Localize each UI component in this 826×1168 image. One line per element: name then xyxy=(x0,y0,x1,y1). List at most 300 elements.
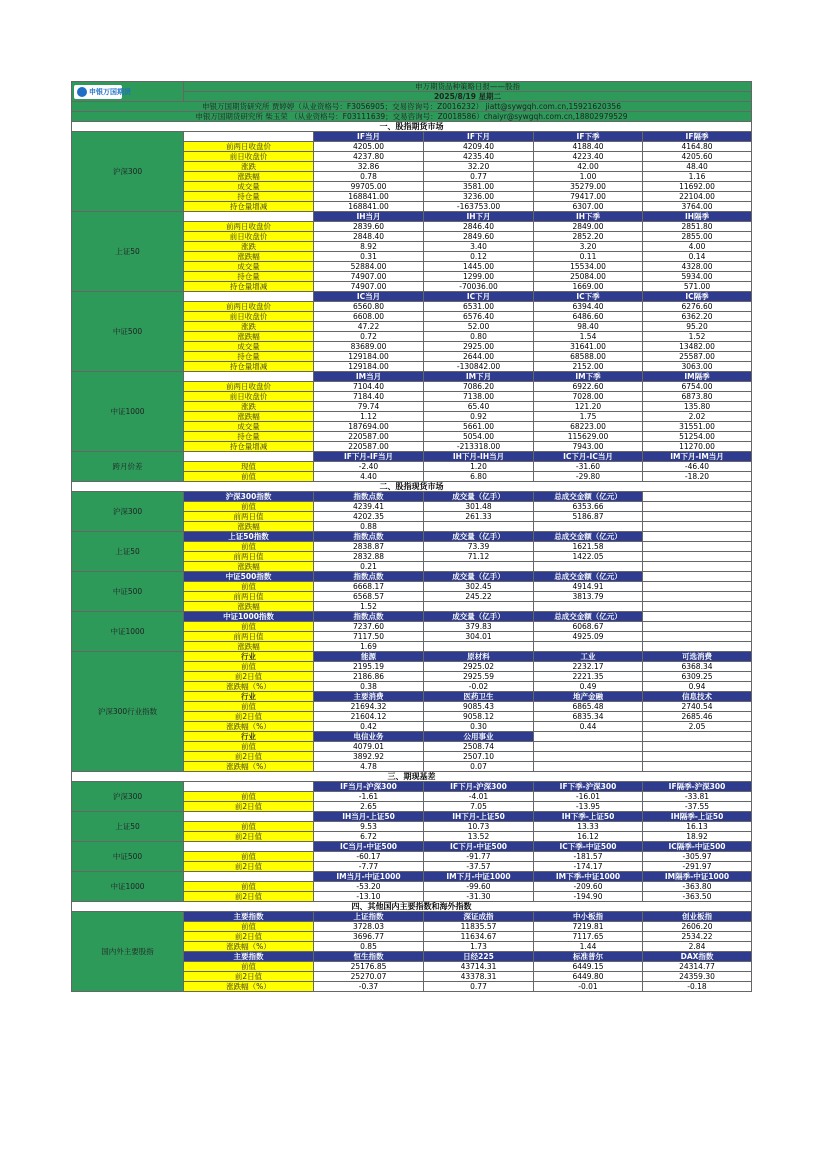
data-cell: -0.37 xyxy=(314,982,424,992)
data-cell: 7943.00 xyxy=(534,442,643,452)
column-header xyxy=(643,492,752,502)
data-cell: 2846.40 xyxy=(424,222,534,232)
basis-group-name: 沪深300 xyxy=(72,782,184,812)
row-label: 前值 xyxy=(184,922,314,932)
column-header: IF隔季 xyxy=(643,132,752,142)
data-cell: 6835.34 xyxy=(534,712,643,722)
data-cell: -60.17 xyxy=(314,852,424,862)
data-cell: 0.85 xyxy=(314,942,424,952)
data-cell: 301.48 xyxy=(424,502,534,512)
column-header: 电信业务 xyxy=(314,732,424,742)
row-label: 涨跌幅（%） xyxy=(184,722,314,732)
data-cell: 0.49 xyxy=(534,682,643,692)
data-cell xyxy=(643,542,752,552)
blank-cell xyxy=(184,872,314,882)
column-header: 医药卫生 xyxy=(424,692,534,702)
data-cell: 5186.87 xyxy=(534,512,643,522)
data-cell: 8.92 xyxy=(314,242,424,252)
futures-group-name: 沪深300 xyxy=(72,132,184,212)
data-cell: -18.20 xyxy=(643,472,752,482)
column-header: 原材料 xyxy=(424,652,534,662)
data-cell: 1.75 xyxy=(534,412,643,422)
data-cell: -13.95 xyxy=(534,802,643,812)
column-header xyxy=(643,612,752,622)
data-cell: 2839.60 xyxy=(314,222,424,232)
column-header: 上证指数 xyxy=(314,912,424,922)
data-cell: 2832.88 xyxy=(314,552,424,562)
row-label: 涨跌 xyxy=(184,162,314,172)
basis-group-name: 中证500 xyxy=(72,842,184,872)
row-label: 成交量 xyxy=(184,342,314,352)
data-cell: 1.73 xyxy=(424,942,534,952)
data-cell: 2925.00 xyxy=(424,342,534,352)
spot-group-name: 中证1000 xyxy=(72,612,184,652)
data-cell: 32.86 xyxy=(314,162,424,172)
data-cell: 4164.80 xyxy=(643,142,752,152)
column-header: 中证500指数 xyxy=(184,572,314,582)
data-cell: 1299.00 xyxy=(424,272,534,282)
data-cell: 0.44 xyxy=(534,722,643,732)
column-header: IM下季 xyxy=(534,372,643,382)
data-cell: 2852.20 xyxy=(534,232,643,242)
column-header: 工业 xyxy=(534,652,643,662)
blank-cell xyxy=(184,132,314,142)
data-cell: -31.60 xyxy=(534,462,643,472)
data-cell: 6394.40 xyxy=(534,302,643,312)
data-cell: 25270.07 xyxy=(314,972,424,982)
data-cell: 0.38 xyxy=(314,682,424,692)
strategy-report-sheet xyxy=(71,81,751,992)
column-header xyxy=(534,732,643,742)
data-cell: -53.20 xyxy=(314,882,424,892)
data-cell: 11634.67 xyxy=(424,932,534,942)
data-cell: 68588.00 xyxy=(534,352,643,362)
basis-header-row xyxy=(72,842,752,852)
data-cell: -33.81 xyxy=(643,792,752,802)
data-cell: 2685.46 xyxy=(643,712,752,722)
column-header: 中证1000指数 xyxy=(184,612,314,622)
data-cell: 5054.00 xyxy=(424,432,534,442)
data-cell: 52.00 xyxy=(424,322,534,332)
basis-group-name: 上证50 xyxy=(72,812,184,842)
data-cell: -291.97 xyxy=(643,862,752,872)
data-cell: 187694.00 xyxy=(314,422,424,432)
data-cell: 129184.00 xyxy=(314,352,424,362)
data-cell: 43714.31 xyxy=(424,962,534,972)
row-label: 前2日值 xyxy=(184,712,314,722)
data-cell: 6309.25 xyxy=(643,672,752,682)
data-cell: 35279.00 xyxy=(534,182,643,192)
data-cell xyxy=(424,522,534,532)
index-header-row xyxy=(72,912,752,922)
report-title: 申万期货品种策略日报——股指 xyxy=(184,82,752,92)
column-header: IM隔季-中证1000 xyxy=(643,872,752,882)
analyst-2: 申银万国期货研究所 柴玉荣 （从业资格号：F03111639；交易咨询号：Z0018586）chaiyr@sywgqh.com.cn,18802979529 xyxy=(72,112,752,122)
row-label: 前2日值 xyxy=(184,672,314,682)
data-cell xyxy=(534,752,643,762)
column-header: 总成交金额（亿元） xyxy=(534,492,643,502)
data-cell xyxy=(643,752,752,762)
column-header: 成交量（亿手） xyxy=(424,492,534,502)
data-cell: 1.12 xyxy=(314,412,424,422)
row-label: 涨跌幅（%） xyxy=(184,982,314,992)
data-cell: 47.22 xyxy=(314,322,424,332)
column-header: IH下季 xyxy=(534,212,643,222)
column-header: IM下月-中证1000 xyxy=(424,872,534,882)
data-cell xyxy=(534,602,643,612)
data-cell xyxy=(424,562,534,572)
row-label: 前值 xyxy=(184,962,314,972)
data-cell xyxy=(534,562,643,572)
data-cell: 2855.00 xyxy=(643,232,752,242)
spot-group-name: 上证50 xyxy=(72,532,184,572)
blank-cell xyxy=(184,812,314,822)
futures-group-name: 中证1000 xyxy=(72,372,184,452)
spot-group-name: 沪深300 xyxy=(72,492,184,532)
data-cell: 83689.00 xyxy=(314,342,424,352)
data-cell: 4.40 xyxy=(314,472,424,482)
column-header: IM当月-中证1000 xyxy=(314,872,424,882)
data-cell: -0.18 xyxy=(643,982,752,992)
data-cell: 13482.00 xyxy=(643,342,752,352)
data-cell: 5661.00 xyxy=(424,422,534,432)
data-cell: 7117.50 xyxy=(314,632,424,642)
data-cell: 4239.41 xyxy=(314,502,424,512)
data-cell: 25084.00 xyxy=(534,272,643,282)
data-cell: -37.57 xyxy=(424,862,534,872)
row-label: 成交量 xyxy=(184,262,314,272)
column-header: IM下月-IM当月 xyxy=(643,452,752,462)
section-2-header xyxy=(72,482,752,492)
basis-group-name: 中证1000 xyxy=(72,872,184,902)
basis-header-row xyxy=(72,782,752,792)
data-cell: 2644.00 xyxy=(424,352,534,362)
data-cell: 73.39 xyxy=(424,542,534,552)
data-cell xyxy=(643,642,752,652)
row-label: 前两日值 xyxy=(184,512,314,522)
row-label: 前两日值 xyxy=(184,592,314,602)
data-cell: 302.45 xyxy=(424,582,534,592)
data-cell: -194.90 xyxy=(534,892,643,902)
data-cell: -46.40 xyxy=(643,462,752,472)
data-cell: 2221.35 xyxy=(534,672,643,682)
column-header: IF下季 xyxy=(534,132,643,142)
report-body xyxy=(72,82,752,992)
data-cell: -29.80 xyxy=(534,472,643,482)
data-cell: 245.22 xyxy=(424,592,534,602)
data-cell: 4188.40 xyxy=(534,142,643,152)
data-cell: 1.52 xyxy=(643,332,752,342)
data-cell: 3063.00 xyxy=(643,362,752,372)
column-header: 地产金融 xyxy=(534,692,643,702)
row-label: 持仓量增减 xyxy=(184,362,314,372)
row-label: 前值 xyxy=(184,742,314,752)
data-cell xyxy=(643,562,752,572)
data-cell: 2848.40 xyxy=(314,232,424,242)
row-label: 行业 xyxy=(184,652,314,662)
data-cell: 571.00 xyxy=(643,282,752,292)
futures-column-header-row xyxy=(72,372,752,382)
data-cell: 21604.12 xyxy=(314,712,424,722)
data-cell: 6486.60 xyxy=(534,312,643,322)
data-cell: 220587.00 xyxy=(314,442,424,452)
data-cell: 4.00 xyxy=(643,242,752,252)
data-cell: 0.92 xyxy=(424,412,534,422)
data-cell: 4079.01 xyxy=(314,742,424,752)
data-cell: 4223.40 xyxy=(534,152,643,162)
data-cell: 2534.22 xyxy=(643,932,752,942)
title-row xyxy=(72,82,752,92)
row-label: 前值 xyxy=(184,792,314,802)
data-cell: 6668.17 xyxy=(314,582,424,592)
row-label: 涨跌幅 xyxy=(184,642,314,652)
industry-header-row xyxy=(72,652,752,662)
column-header xyxy=(643,732,752,742)
data-cell: 0.77 xyxy=(424,982,534,992)
futures-group-name: 跨月价差 xyxy=(72,452,184,482)
data-cell: 2740.54 xyxy=(643,702,752,712)
row-label: 前值 xyxy=(184,472,314,482)
data-cell: 0.14 xyxy=(643,252,752,262)
data-cell: 304.01 xyxy=(424,632,534,642)
report-table xyxy=(71,81,752,992)
column-header: IC下季-中证500 xyxy=(534,842,643,852)
data-cell: -13.10 xyxy=(314,892,424,902)
section-title: 二、股指现货市场 xyxy=(72,482,752,492)
row-label: 涨跌 xyxy=(184,402,314,412)
data-cell xyxy=(643,502,752,512)
row-label: 前2日值 xyxy=(184,832,314,842)
column-header: 上证50指数 xyxy=(184,532,314,542)
data-cell: 1422.05 xyxy=(534,552,643,562)
data-cell: 6576.40 xyxy=(424,312,534,322)
data-cell: -363.50 xyxy=(643,892,752,902)
column-header: 深证成指 xyxy=(424,912,534,922)
row-label: 前值 xyxy=(184,852,314,862)
column-header: IM下月 xyxy=(424,372,534,382)
data-cell: 3581.00 xyxy=(424,182,534,192)
data-cell xyxy=(643,602,752,612)
column-header: IH下月-上证50 xyxy=(424,812,534,822)
data-cell: 79.74 xyxy=(314,402,424,412)
data-cell: 71.12 xyxy=(424,552,534,562)
data-cell: 7.05 xyxy=(424,802,534,812)
data-cell: 6608.00 xyxy=(314,312,424,322)
data-cell: 1.00 xyxy=(534,172,643,182)
row-label: 成交量 xyxy=(184,422,314,432)
data-cell: 24314.77 xyxy=(643,962,752,972)
data-cell: 25176.85 xyxy=(314,962,424,972)
data-cell: 6754.00 xyxy=(643,382,752,392)
data-cell: 4237.80 xyxy=(314,152,424,162)
data-cell: 0.07 xyxy=(424,762,534,772)
data-cell: 9058.12 xyxy=(424,712,534,722)
section-title: 一、股指期货市场 xyxy=(72,122,752,132)
data-cell: 15534.00 xyxy=(534,262,643,272)
data-cell: 4235.40 xyxy=(424,152,534,162)
column-header: 中小板指 xyxy=(534,912,643,922)
data-cell: -70036.00 xyxy=(424,282,534,292)
column-header: 指数点数 xyxy=(314,612,424,622)
column-header: 主要指数 xyxy=(184,912,314,922)
futures-column-header-row xyxy=(72,452,752,462)
overseas-group-name: 国内外主要股指 xyxy=(72,912,184,992)
column-header: 指数点数 xyxy=(314,532,424,542)
data-cell: 0.78 xyxy=(314,172,424,182)
data-cell: -99.60 xyxy=(424,882,534,892)
data-cell: -4.01 xyxy=(424,792,534,802)
data-cell: 2849.00 xyxy=(534,222,643,232)
data-cell: 2.65 xyxy=(314,802,424,812)
data-cell: 2195.19 xyxy=(314,662,424,672)
row-label: 前2日值 xyxy=(184,892,314,902)
data-cell xyxy=(643,522,752,532)
data-cell: -7.77 xyxy=(314,862,424,872)
row-label: 持仓量 xyxy=(184,352,314,362)
row-label: 前值 xyxy=(184,582,314,592)
data-cell: 6922.60 xyxy=(534,382,643,392)
row-label: 前值 xyxy=(184,502,314,512)
data-cell: 2606.20 xyxy=(643,922,752,932)
data-cell: 16.13 xyxy=(643,822,752,832)
data-cell: 6560.80 xyxy=(314,302,424,312)
data-cell xyxy=(643,582,752,592)
column-header: 指数点数 xyxy=(314,572,424,582)
blank-cell xyxy=(184,842,314,852)
data-cell: -174.17 xyxy=(534,862,643,872)
data-cell: 0.30 xyxy=(424,722,534,732)
column-header: IH当月 xyxy=(314,212,424,222)
data-cell: 4925.09 xyxy=(534,632,643,642)
data-cell: 11692.00 xyxy=(643,182,752,192)
data-cell: -37.55 xyxy=(643,802,752,812)
data-cell: 3.40 xyxy=(424,242,534,252)
data-cell: 2838.87 xyxy=(314,542,424,552)
column-header: 能源 xyxy=(314,652,424,662)
data-cell: -163753.00 xyxy=(424,202,534,212)
data-cell: -305.97 xyxy=(643,852,752,862)
column-header: 可选消费 xyxy=(643,652,752,662)
row-label: 涨跌幅 xyxy=(184,252,314,262)
column-header xyxy=(643,572,752,582)
logo-mark-icon xyxy=(77,87,87,97)
row-label: 成交量 xyxy=(184,182,314,192)
section-1-header xyxy=(72,122,752,132)
column-header: IF当月-沪深300 xyxy=(314,782,424,792)
data-cell: 4205.60 xyxy=(643,152,752,162)
data-cell: 52884.00 xyxy=(314,262,424,272)
data-cell: 1621.58 xyxy=(534,542,643,552)
data-cell: 99705.00 xyxy=(314,182,424,192)
data-cell: -209.60 xyxy=(534,882,643,892)
data-cell: 6362.20 xyxy=(643,312,752,322)
row-label: 涨跌幅 xyxy=(184,172,314,182)
row-label: 涨跌幅 xyxy=(184,332,314,342)
row-label: 前两日收盘价 xyxy=(184,142,314,152)
data-cell: 2.05 xyxy=(643,722,752,732)
spot-header-row xyxy=(72,612,752,622)
row-label: 前日收盘价 xyxy=(184,152,314,162)
data-cell: 7237.60 xyxy=(314,622,424,632)
column-header: IH隔季-上证50 xyxy=(643,812,752,822)
section-title: 三、期现基差 xyxy=(72,772,752,782)
basis-header-row xyxy=(72,812,752,822)
data-cell: 7138.00 xyxy=(424,392,534,402)
data-cell: 9.53 xyxy=(314,822,424,832)
column-header: IM隔季 xyxy=(643,372,752,382)
row-label: 行业 xyxy=(184,732,314,742)
data-cell: 22104.00 xyxy=(643,192,752,202)
data-cell: -0.01 xyxy=(534,982,643,992)
data-cell xyxy=(643,592,752,602)
logo-text: 申银万国期货 xyxy=(89,87,131,96)
column-header: IC当月 xyxy=(314,292,424,302)
data-cell: 2232.17 xyxy=(534,662,643,672)
column-header: 标准普尔 xyxy=(534,952,643,962)
analyst-row-1 xyxy=(72,102,752,112)
data-cell: 6.72 xyxy=(314,832,424,842)
data-cell: 3728.03 xyxy=(314,922,424,932)
data-cell: 0.94 xyxy=(643,682,752,692)
data-cell: 1.20 xyxy=(424,462,534,472)
row-label: 前2日值 xyxy=(184,862,314,872)
data-cell: 48.40 xyxy=(643,162,752,172)
data-cell: 0.11 xyxy=(534,252,643,262)
futures-group-name: 上证50 xyxy=(72,212,184,292)
data-cell: 7184.40 xyxy=(314,392,424,402)
column-header: IF隔季-沪深300 xyxy=(643,782,752,792)
data-cell: 32.20 xyxy=(424,162,534,172)
data-cell: 9085.43 xyxy=(424,702,534,712)
column-header: IF下月-沪深300 xyxy=(424,782,534,792)
data-cell: -91.77 xyxy=(424,852,534,862)
data-cell: 6.80 xyxy=(424,472,534,482)
data-cell: -1.61 xyxy=(314,792,424,802)
data-cell: 4205.00 xyxy=(314,142,424,152)
column-header: IM下季-中证1000 xyxy=(534,872,643,882)
section-3-header xyxy=(72,772,752,782)
data-cell: 379.83 xyxy=(424,622,534,632)
data-cell: 6449.80 xyxy=(534,972,643,982)
row-label: 涨跌幅 xyxy=(184,412,314,422)
data-cell: 1.44 xyxy=(534,942,643,952)
row-label: 涨跌 xyxy=(184,322,314,332)
logo-cell xyxy=(72,82,184,102)
data-cell: 4328.00 xyxy=(643,262,752,272)
column-header: 成交量（亿手） xyxy=(424,532,534,542)
blank-cell xyxy=(184,372,314,382)
data-cell: 43378.31 xyxy=(424,972,534,982)
data-cell: 3236.00 xyxy=(424,192,534,202)
column-header: 沪深300指数 xyxy=(184,492,314,502)
row-label: 涨跌幅 xyxy=(184,602,314,612)
data-cell: 5934.00 xyxy=(643,272,752,282)
data-cell: 168841.00 xyxy=(314,192,424,202)
data-cell: 25587.00 xyxy=(643,352,752,362)
data-cell: 10.73 xyxy=(424,822,534,832)
data-cell: 3696.77 xyxy=(314,932,424,942)
data-cell: 0.77 xyxy=(424,172,534,182)
column-header: IF下季-沪深300 xyxy=(534,782,643,792)
row-label: 前2日值 xyxy=(184,802,314,812)
row-label: 前两日收盘价 xyxy=(184,382,314,392)
spot-group-name: 中证500 xyxy=(72,572,184,612)
data-cell: 0.21 xyxy=(314,562,424,572)
data-cell: 6531.00 xyxy=(424,302,534,312)
data-cell: 2925.02 xyxy=(424,662,534,672)
row-label: 前2日值 xyxy=(184,972,314,982)
row-label: 涨跌幅（%） xyxy=(184,942,314,952)
